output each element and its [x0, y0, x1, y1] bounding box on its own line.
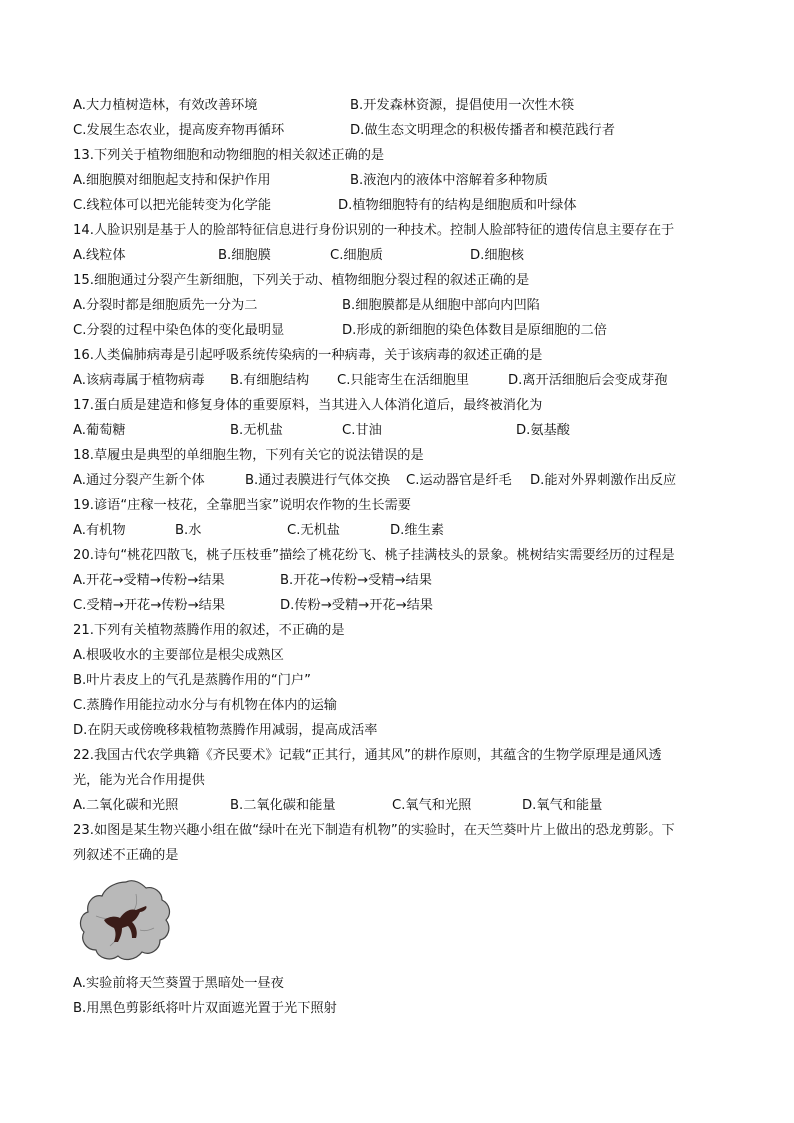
q17-stem: 17.蛋白质是建造和修复身体的重要原料，当其进入人体消化道后，最终被消化为 [73, 398, 543, 413]
leaf-dinosaur-icon [76, 876, 176, 966]
q17-option-c: C.甘油 [342, 423, 382, 438]
q16-stem: 16.人类偏肺病毒是引起呼吸系统传染病的一种病毒，关于该病毒的叙述正确的是 [73, 348, 543, 363]
q21-option-a: A.根吸收水的主要部位是根尖成熟区 [73, 648, 284, 663]
q19-option-a: A.有机物 [73, 523, 126, 538]
q19-stem: 19.谚语“庄稼一枝花，全靠肥当家”说明农作物的生长需要 [73, 498, 411, 513]
q13-option-b: B.液泡内的液体中溶解着多种物质 [350, 173, 548, 188]
q16-option-d: D.离开活细胞后会变成芽孢 [508, 373, 668, 388]
q20-option-a: A.开花→受精→传粉→结果 [73, 573, 225, 588]
q14-option-d: D.细胞核 [470, 248, 524, 263]
q14-option-a: A.线粒体 [73, 248, 126, 263]
q17-option-a: A.葡萄糖 [73, 423, 126, 438]
q22-stem-line1: 22.我国古代农学典籍《齐民要术》记载“正其行，通其风”的耕作原则，其蕴含的生物学原理是通风透 [73, 748, 662, 763]
q15-stem: 15.细胞通过分裂产生新细胞，下列关于动、植物细胞分裂过程的叙述正确的是 [73, 273, 530, 288]
q19-option-c: C.无机盐 [287, 523, 340, 538]
q23-stem-line2: 列叙述不正确的是 [73, 848, 179, 863]
q13-option-d: D.植物细胞特有的结构是细胞质和叶绿体 [338, 198, 577, 213]
q21-option-b: B.叶片表皮上的气孔是蒸腾作用的“门户” [73, 673, 311, 688]
q22-option-b: B.二氧化碳和能量 [230, 798, 336, 813]
q18-option-a: A.通过分裂产生新个体 [73, 473, 205, 488]
q13-option-a: A.细胞膜对细胞起支持和保护作用 [73, 173, 271, 188]
q20-stem: 20.诗句“桃花四散飞，桃子压枝垂”描绘了桃花纷飞、桃子挂满枝头的景象。桃树结实需要经历的过程是 [73, 548, 675, 563]
q23-option-b: B.用黑色剪影纸将叶片双面遮光置于光下照射 [73, 1001, 337, 1016]
q21-stem: 21.下列有关植物蒸腾作用的叙述，不正确的是 [73, 623, 345, 638]
q18-option-d: D.能对外界刺激作出反应 [530, 473, 677, 488]
q23-stem-line1: 23.如图是某生物兴趣小组在做“绿叶在光下制造有机物”的实验时，在天竺葵叶片上做出的恐龙剪影。下 [73, 823, 675, 838]
q22-option-c: C.氧气和光照 [392, 798, 472, 813]
q14-option-c: C.细胞质 [330, 248, 383, 263]
q12-option-a: A.大力植树造林，有效改善环境 [73, 98, 258, 113]
q19-option-b: B.水 [175, 523, 202, 538]
q18-option-c: C.运动器官是纤毛 [406, 473, 512, 488]
q18-stem: 18.草履虫是典型的单细胞生物，下列有关它的说法错误的是 [73, 448, 424, 463]
q23-option-a: A.实验前将天竺葵置于黑暗处一昼夜 [73, 976, 284, 991]
q22-option-d: D.氧气和能量 [522, 798, 603, 813]
q17-option-d: D.氨基酸 [516, 423, 570, 438]
q22-option-a: A.二氧化碳和光照 [73, 798, 179, 813]
q15-option-b: B.细胞膜都是从细胞中部向内凹陷 [342, 298, 540, 313]
q17-option-b: B.无机盐 [230, 423, 283, 438]
q15-option-c: C.分裂的过程中染色体的变化最明显 [73, 323, 285, 338]
geranium-leaf-figure [76, 876, 176, 966]
q13-option-c: C.线粒体可以把光能转变为化学能 [73, 198, 272, 213]
q16-option-b: B.有细胞结构 [230, 373, 310, 388]
q20-option-d: D.传粉→受精→开花→结果 [280, 598, 433, 613]
q12-option-b: B.开发森林资源，提倡使用一次性木筷 [350, 98, 575, 113]
q13-stem: 13.下列关于植物细胞和动物细胞的相关叙述正确的是 [73, 148, 385, 163]
q16-option-a: A.该病毒属于植物病毒 [73, 373, 205, 388]
q20-option-b: B.开花→传粉→受精→结果 [280, 573, 432, 588]
q15-option-a: A.分裂时都是细胞质先一分为二 [73, 298, 258, 313]
q14-stem: 14.人脸识别是基于人的脸部特征信息进行身份识别的一种技术。控制人脸部特征的遗传信息主要存在于 [73, 223, 675, 238]
q14-option-b: B.细胞膜 [218, 248, 271, 263]
q12-option-d: D.做生态文明理念的积极传播者和模范践行者 [350, 123, 615, 138]
q16-option-c: C.只能寄生在活细胞里 [337, 373, 470, 388]
q22-stem-line2: 光，能为光合作用提供 [73, 773, 205, 788]
q21-option-d: D.在阴天或傍晚移栽植物蒸腾作用减弱，提高成活率 [73, 723, 378, 738]
q18-option-b: B.通过表膜进行气体交换 [245, 473, 391, 488]
q20-option-c: C.受精→开花→传粉→结果 [73, 598, 226, 613]
q21-option-c: C.蒸腾作用能拉动水分与有机物在体内的运输 [73, 698, 337, 713]
q19-option-d: D.维生素 [390, 523, 444, 538]
q15-option-d: D.形成的新细胞的染色体数目是原细胞的二倍 [342, 323, 607, 338]
q12-option-c: C.发展生态农业，提高废弃物再循环 [73, 123, 285, 138]
